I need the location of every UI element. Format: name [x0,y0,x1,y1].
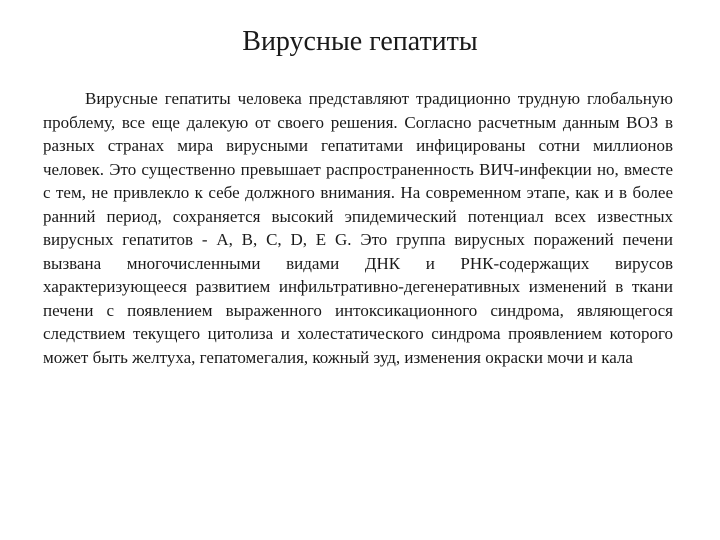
slide-title: Вирусные гепатиты [242,26,478,57]
body-paragraph: Вирусные гепатиты человека представляют традиционно трудную глобальную проблему, все еще далекую от своего решения. Согласно расчетным данным ВОЗ в разных странах мира вирусными гепатитами инфицированы сотни миллионов человек. Это существенно превышает распространенность ВИЧ-инфекции но, вместе с тем, не привлекло к себе должного внимания. На современном этапе, как и в более ранний период, сохраняется высокий эпидемический потенциал всех известных вирусных гепатитов - А, В, С, D, E G. Это группа вирусных поражений печени вызвана многочисленными видами ДНК и РНК-содержащих вирусов характеризующееся развитием инфильтративно-дегенеративных изменений в ткани печени с появлением выраженного интоксикационного синдрома, являющегося следствием текущего цитолиза и холестатического синдрома проявлением которого может быть желтуха, гепатомегалия, кожный зуд, изменения окраски мочи и кала [43,89,673,367]
